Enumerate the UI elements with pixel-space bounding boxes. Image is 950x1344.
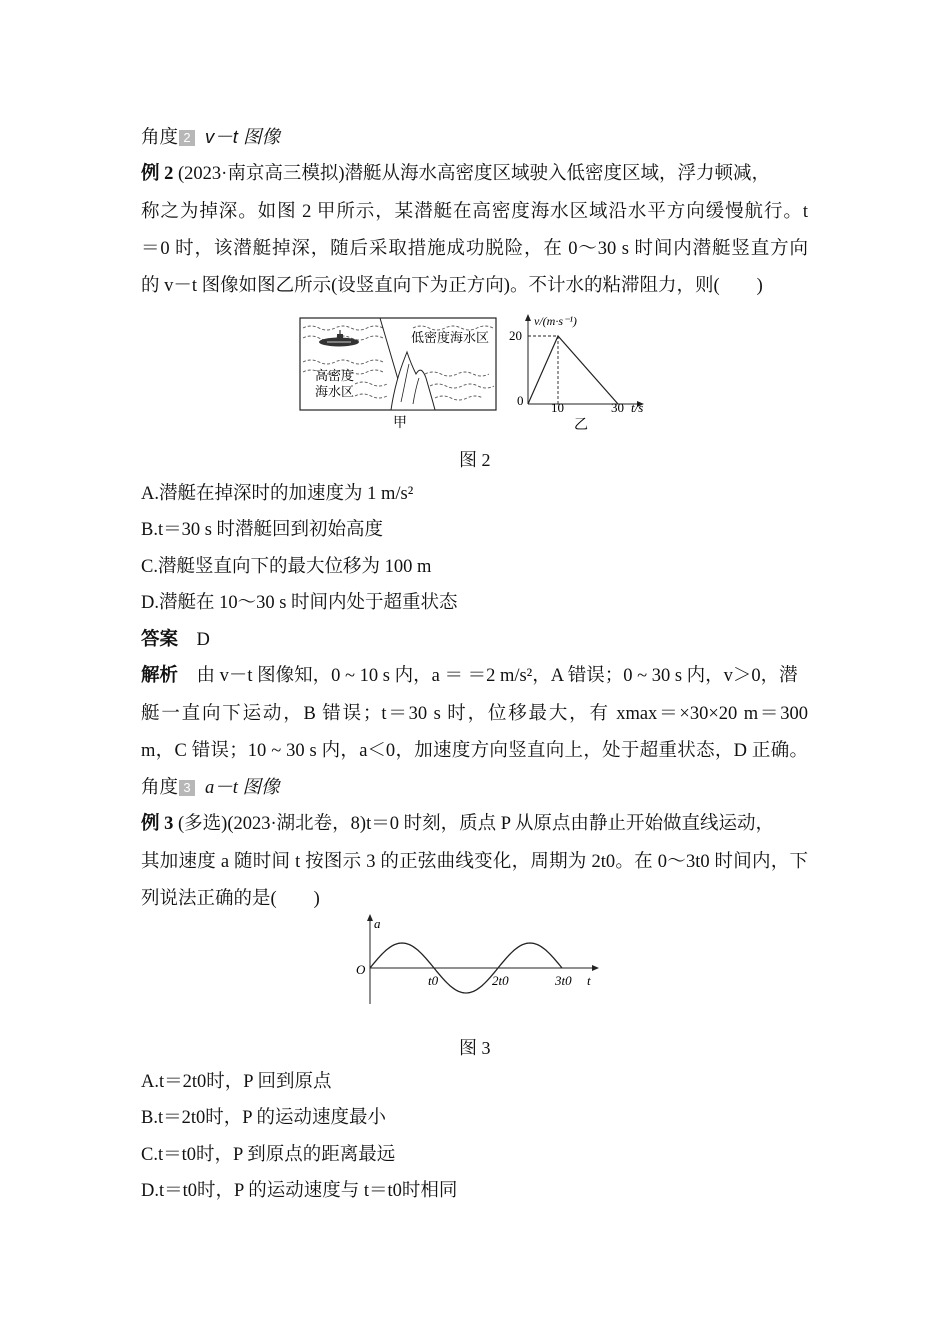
section-2-heading (141, 125, 280, 150)
analysis-text-1: 由 v－t 图像知，0 ~ 10 s 内，a ＝ ＝2 m/s²，A 错误；0 ~ 30 s 内，v＞0，潜 (196, 666, 798, 686)
figure-3-caption: 图 3 (459, 1038, 491, 1058)
vt-tick-10: 10 (551, 400, 564, 415)
example-2-label: 例 2 (141, 164, 174, 184)
example-3-label: 例 3 (141, 814, 174, 834)
caption-jia: 甲 (393, 416, 407, 431)
figure-2 (295, 312, 665, 434)
example-2-line-3: ＝0 时，该潜艇掉深，随后采取措施成功脱险，在 0～30 s 时间内潜艇竖直方向 (141, 239, 808, 259)
example-3-line-2: 其加速度 a 随时间 t 按图示 3 的正弦曲线变化，周期为 2t0。在 0～3t0 时间内，下 (141, 852, 808, 872)
section-title: v－t 图像 (205, 126, 281, 147)
tick-t0: t0 (428, 973, 439, 988)
vt-tick-20: 20 (509, 328, 522, 343)
section-number-badge: 2 (179, 130, 195, 146)
label-low-density: 低密度海水区 (411, 330, 490, 345)
example-3-text-1: (多选)(2023·湖北卷，8)t＝0 时刻，质点 P 从原点由静止开始做直线运动， (178, 814, 774, 834)
vt-tick-30: 30 (611, 400, 624, 415)
vt-ylabel: v/(m·s⁻¹) (534, 314, 577, 328)
ex2-option-b: B.t＝30 s 时潜艇回到初始高度 (141, 520, 384, 540)
section-number-badge: 3 (179, 780, 195, 796)
vt-graph-line (528, 336, 618, 404)
example-3-line-1 (141, 812, 774, 836)
a-axis-label: a (374, 916, 381, 931)
analysis-label: 解析 (141, 666, 179, 686)
ex2-option-a: A.潜艇在掉深时的加速度为 1 m/s² (141, 484, 414, 504)
ex3-option-d: D.t＝t0时，P 的运动速度与 t＝t0时相同 (141, 1181, 458, 1201)
figure-2-jia (300, 318, 496, 431)
example-2-text-1: (2023·南京高三模拟)潜艇从海水高密度区域驶入低密度区域，浮力顿减， (178, 164, 771, 184)
ex2-analysis-line-3: m，C 错误；10 ~ 30 s 内，a＜0，加速度方向竖直向上，处于超重状态，D 正确。 (141, 741, 808, 761)
ex2-option-d: D.潜艇在 10～30 s 时间内处于超重状态 (141, 593, 458, 613)
example-2-line-2: 称之为掉深。如图 2 甲所示，某潜艇在高密度海水区域沿水平方向缓慢航行。t (141, 202, 808, 222)
section-label: 角度 (141, 778, 179, 798)
ex3-option-a: A.t＝2t0时，P 回到原点 (141, 1072, 332, 1092)
answer-label: 答案 (141, 630, 179, 650)
submarine-icon (319, 330, 359, 347)
tick-2t0: 2t0 (492, 973, 509, 988)
example-3-line-3: 列说法正确的是( ) (141, 889, 320, 909)
caption-yi: 乙 (574, 418, 588, 433)
t-axis-label: t (587, 973, 591, 988)
figure-2-yi (509, 314, 644, 433)
section-3-heading (141, 776, 280, 800)
origin-label: O (356, 962, 366, 977)
ex3-option-c: C.t＝t0时，P 到原点的距离最远 (141, 1145, 396, 1165)
vt-tick-0: 0 (517, 393, 524, 408)
example-2-line-4: 的 v－t 图像如图乙所示(设竖直向下为正方向)。不计水的粘滞阻力，则( ) (141, 276, 763, 296)
section-label: 角度 (141, 128, 179, 148)
answer-value: D (196, 630, 210, 650)
figure-3 (350, 912, 610, 1012)
label-high-density-2: 海水区 (315, 384, 355, 399)
vt-xlabel: t/s (631, 400, 644, 415)
example-2-line-1 (141, 162, 770, 186)
ex2-analysis-line-1 (141, 664, 798, 688)
ex2-analysis-line-2: 艇一直向下运动，B 错误；t＝30 s 时，位移最大，有 xmax＝×30×20 m＝300 (141, 704, 808, 724)
ex3-option-b: B.t＝2t0时，P 的运动速度最小 (141, 1108, 386, 1128)
ex2-option-c: C.潜艇竖直向下的最大位移为 100 m (141, 557, 432, 577)
tick-3t0: 3t0 (555, 973, 572, 988)
figure-2-caption: 图 2 (459, 450, 491, 470)
label-high-density-1: 高密度 (315, 368, 355, 383)
section-title: a－t 图像 (205, 778, 280, 798)
ex2-answer (141, 628, 210, 652)
